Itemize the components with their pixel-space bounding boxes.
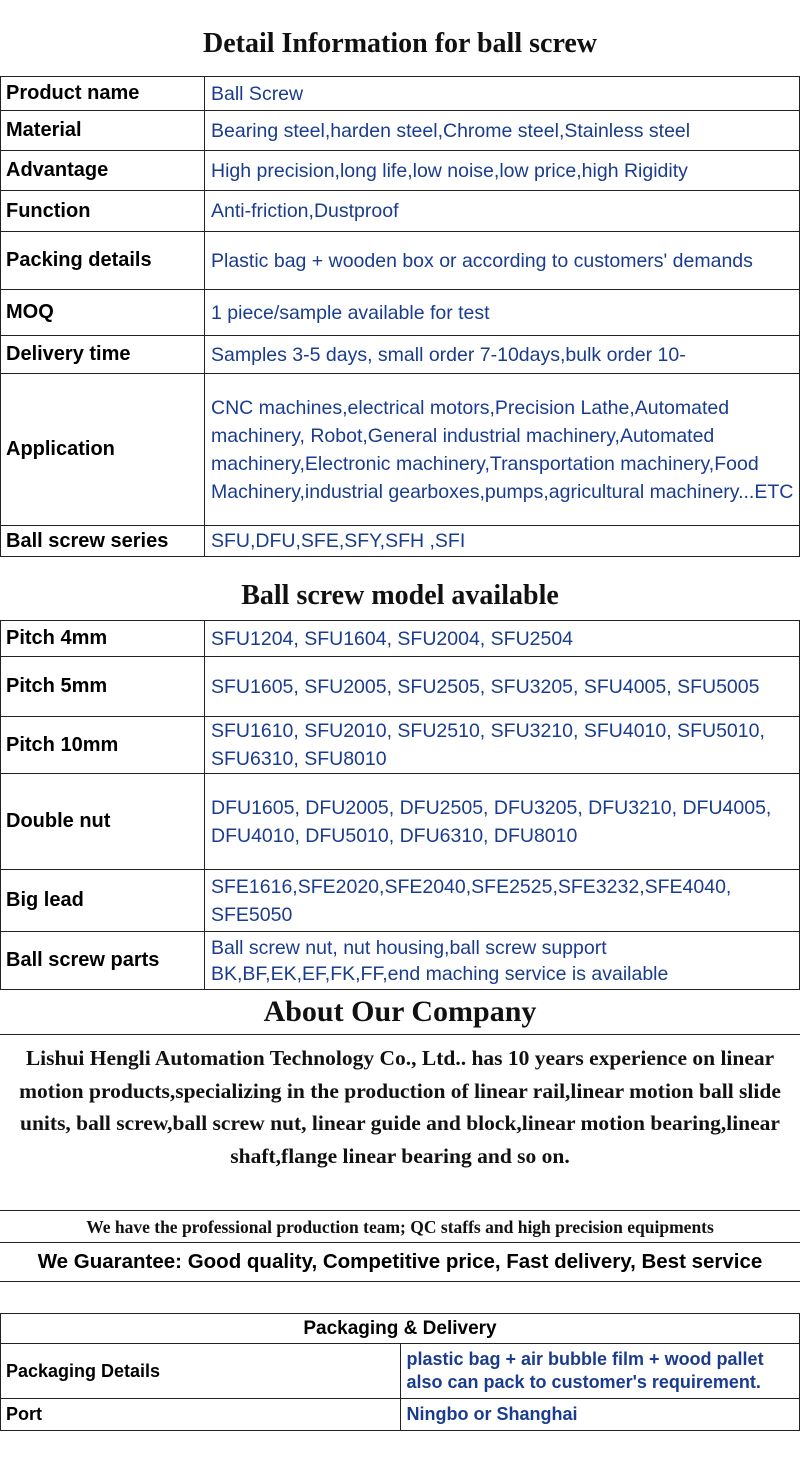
row-value: Ball screw nut, nut housing,ball screw support BK,BF,EK,EF,FK,FF,end maching service is available bbox=[205, 932, 800, 990]
table-row bbox=[1, 621, 800, 657]
table-row bbox=[1, 374, 800, 526]
row-value: 1 piece/sample available for test bbox=[205, 290, 800, 336]
table-row bbox=[1, 774, 800, 870]
packaging-details-line: plastic bag + air bubble film + wood pallet bbox=[406, 1349, 764, 1369]
company-description: Lishui Hengli Automation Technology Co., Ltd.. has 10 years experience on linear motion products,specializing in the production of linear rail,linear motion ball slide units, ball screw,ball screw nut, linear guide and block,linear motion bearing,linear shaft,flange linear bearing and so on. bbox=[19, 1046, 781, 1168]
row-value: SFE1616,SFE2020,SFE2040,SFE2525,SFE3232,SFE4040, SFE5050 bbox=[205, 870, 800, 932]
row-value: DFU1605, DFU2005, DFU2505, DFU3205, DFU3210, DFU4005, DFU4010, DFU5010, DFU6310, DFU8010 bbox=[205, 774, 800, 870]
table-row bbox=[1, 151, 800, 191]
row-value: SFU1610, SFU2010, SFU2510, SFU3210, SFU4010, SFU5010, SFU6310, SFU8010 bbox=[205, 717, 800, 774]
table-row bbox=[1, 870, 800, 932]
row-label: Packaging Details bbox=[1, 1344, 401, 1399]
row-value: Anti-friction,Dustproof bbox=[205, 191, 800, 232]
detail-table bbox=[0, 76, 800, 557]
row-value: Ningbo or Shanghai bbox=[400, 1399, 800, 1431]
row-value: High precision,long life,low noise,low price,high Rigidity bbox=[205, 151, 800, 191]
row-label: Product name bbox=[1, 77, 205, 111]
about-section-title: About Our Company bbox=[263, 995, 537, 1028]
divider bbox=[0, 1034, 800, 1035]
table-row bbox=[1, 232, 800, 290]
row-value: Ball Screw bbox=[205, 77, 800, 111]
divider bbox=[0, 1242, 800, 1243]
team-statement: We have the professional production team; QC staffs and high precision equipments bbox=[86, 1217, 714, 1237]
table-row bbox=[1, 290, 800, 336]
table-row bbox=[1, 1314, 800, 1344]
row-label: MOQ bbox=[1, 290, 205, 336]
row-label: Pitch 4mm bbox=[1, 621, 205, 657]
row-label: Function bbox=[1, 191, 205, 232]
row-label: Port bbox=[1, 1399, 401, 1431]
table-row bbox=[1, 932, 800, 990]
guarantee-statement: We Guarantee: Good quality, Competitive price, Fast delivery, Best service bbox=[37, 1250, 763, 1273]
table-row bbox=[1, 1344, 800, 1399]
row-value: Bearing steel,harden steel,Chrome steel,Stainless steel bbox=[205, 111, 800, 151]
models-table bbox=[0, 620, 800, 990]
row-label: Packing details bbox=[1, 232, 205, 290]
row-label: Ball screw series bbox=[1, 526, 205, 557]
row-label: Big lead bbox=[1, 870, 205, 932]
row-label: Advantage bbox=[1, 151, 205, 191]
row-value: Samples 3-5 days, small order 7-10days,bulk order 10- bbox=[205, 336, 800, 374]
row-value: SFU1204, SFU1604, SFU2004, SFU2504 bbox=[205, 621, 800, 657]
packaging-title: Packaging & Delivery bbox=[1, 1314, 800, 1344]
row-label: Double nut bbox=[1, 774, 205, 870]
row-value: SFU1605, SFU2005, SFU2505, SFU3205, SFU4005, SFU5005 bbox=[205, 657, 800, 717]
row-label: Material bbox=[1, 111, 205, 151]
divider bbox=[0, 1210, 800, 1211]
table-row bbox=[1, 657, 800, 717]
models-section-title: Ball screw model available bbox=[241, 580, 559, 611]
detail-section-title: Detail Information for ball screw bbox=[202, 28, 598, 59]
divider bbox=[0, 1281, 800, 1282]
row-label: Application bbox=[1, 374, 205, 526]
row-label: Pitch 10mm bbox=[1, 717, 205, 774]
row-value: CNC machines,electrical motors,Precision Lathe,Automated machinery, Robot,General industrial machinery,Automated machinery,Electronic machinery,Transportation machinery,Food Machinery,industrial gearboxes,pumps,agricultural machinery...ETC bbox=[205, 374, 800, 526]
table-row bbox=[1, 77, 800, 111]
row-label: Pitch 5mm bbox=[1, 657, 205, 717]
row-label: Ball screw parts bbox=[1, 932, 205, 990]
table-row bbox=[1, 717, 800, 774]
row-value bbox=[400, 1344, 800, 1399]
row-value: Plastic bag + wooden box or according to customers' demands bbox=[205, 232, 800, 290]
table-row bbox=[1, 526, 800, 557]
packaging-details-line: also can pack to customer's requirement. bbox=[406, 1372, 761, 1392]
row-label: Delivery time bbox=[1, 336, 205, 374]
table-row bbox=[1, 336, 800, 374]
table-row bbox=[1, 191, 800, 232]
packaging-table bbox=[0, 1313, 800, 1431]
table-row bbox=[1, 111, 800, 151]
row-value: SFU,DFU,SFE,SFY,SFH ,SFI bbox=[205, 526, 800, 557]
table-row bbox=[1, 1399, 800, 1431]
